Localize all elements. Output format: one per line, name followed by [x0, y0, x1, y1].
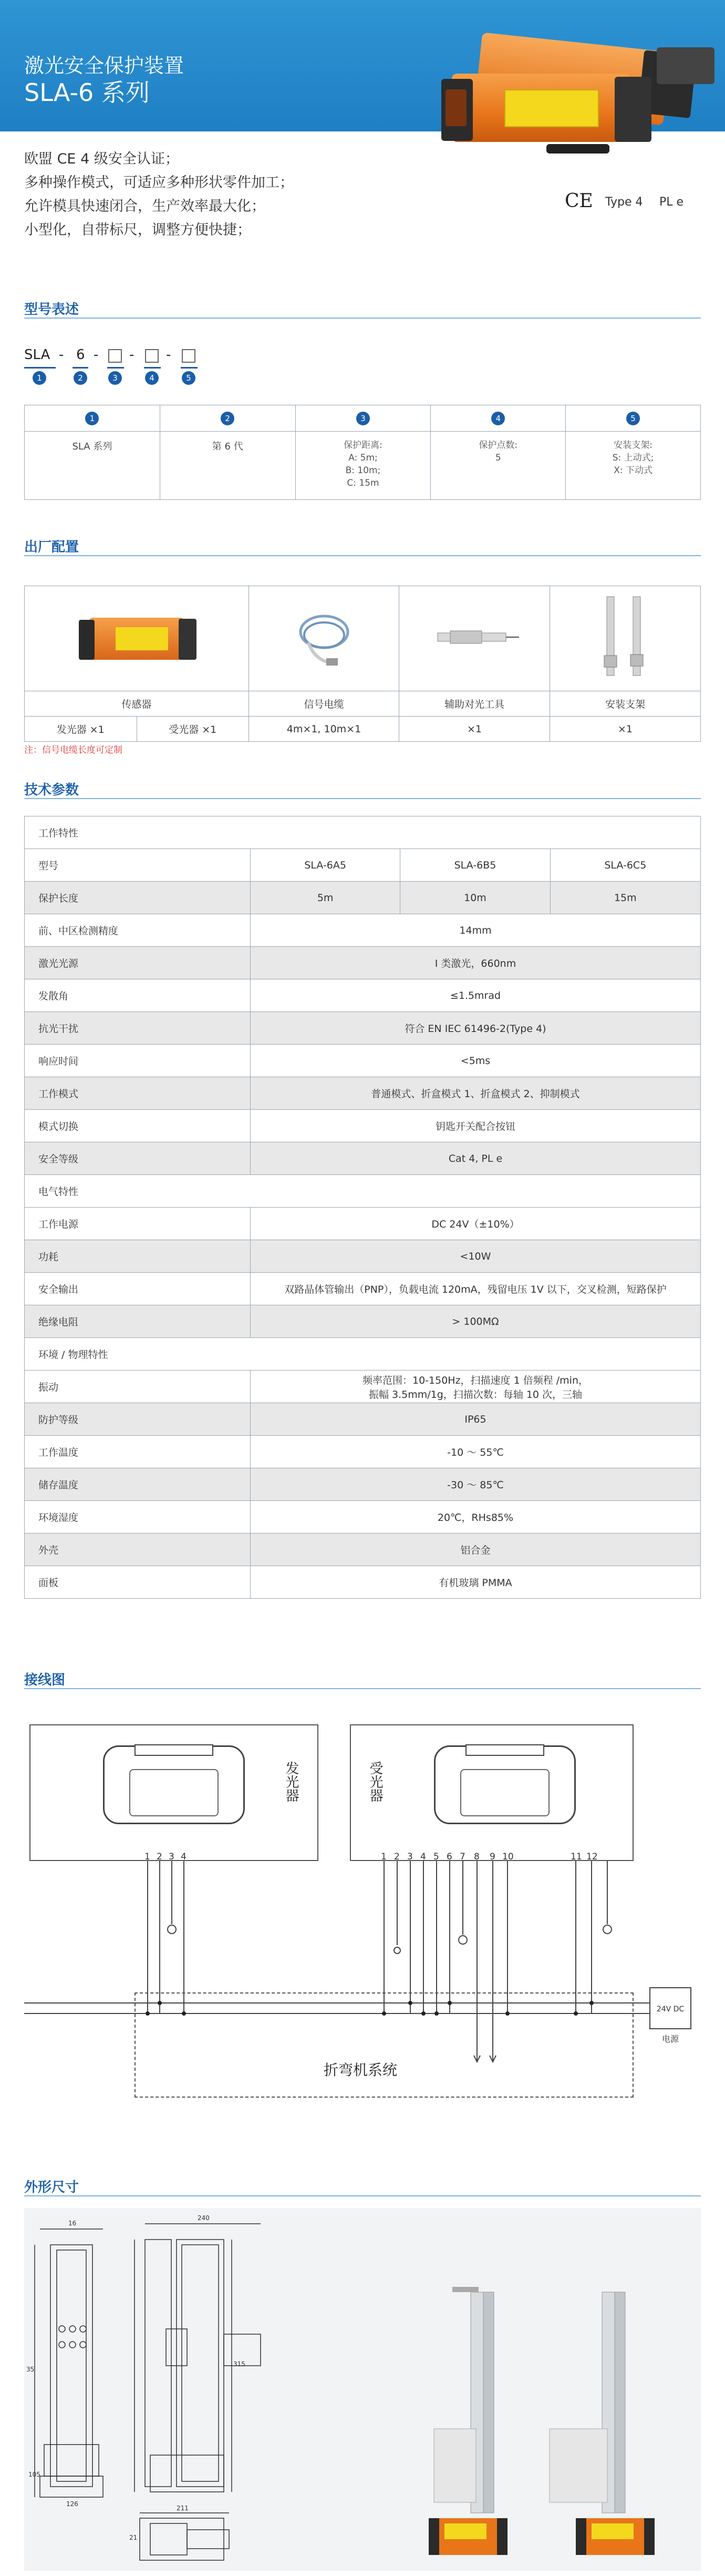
- model-col-badge: 1: [85, 412, 99, 425]
- type-label: Type 4: [605, 196, 643, 209]
- section-divider: [24, 798, 701, 799]
- intro-line-3: 允许模具快速闭合，生产效率最大化；: [24, 198, 265, 214]
- factory-sensor-image: [25, 586, 249, 691]
- spec-key: 工作温度: [25, 1436, 251, 1468]
- model-circle-5: 5: [182, 371, 195, 385]
- section-divider: [24, 1688, 701, 1689]
- spec-value: 双路晶体管输出（PNP），负载电流 120mA，残留电压 1V 以下，交叉检测，短路保护: [251, 1273, 701, 1305]
- bending-system-box: [134, 1992, 634, 2098]
- model-underline: [144, 367, 161, 369]
- spec-key: 安全输出: [25, 1273, 251, 1305]
- receiver-pin: 7: [460, 1852, 465, 1862]
- spec-row: [25, 1175, 701, 1208]
- spec-section-title: 工作特性: [25, 816, 701, 849]
- section-divider: [24, 2195, 701, 2196]
- spec-value: SLA-6B5: [400, 849, 550, 882]
- spec-row: [25, 1501, 701, 1534]
- model-dash: -: [59, 347, 64, 363]
- section-title-tech: 技术参数: [24, 782, 79, 798]
- factory-bracket-image: [550, 586, 701, 691]
- spec-key: 保护长度: [25, 882, 251, 914]
- receiver-pin: 5: [433, 1852, 439, 1862]
- spec-row: [25, 1110, 701, 1142]
- model-col1: SLA 系列: [25, 432, 160, 500]
- model-dash: -: [129, 347, 134, 363]
- emitter-pin: 1: [144, 1852, 150, 1862]
- model-underline: [24, 367, 56, 369]
- spec-row: [25, 1371, 701, 1403]
- model-col2: 第 6 代: [160, 432, 295, 500]
- header-banner: [0, 0, 725, 131]
- receiver-pin: 9: [490, 1852, 495, 1862]
- spec-row: [25, 1240, 701, 1273]
- ce-mark-icon: CE: [565, 190, 593, 212]
- spec-row: [25, 947, 701, 979]
- spec-value: 14mm: [251, 914, 701, 947]
- dim-label: 35: [26, 2366, 35, 2373]
- spec-key: 发散角: [25, 979, 251, 1012]
- power-caption: 电源: [662, 2034, 679, 2044]
- section-title-model: 型号表述: [24, 302, 79, 318]
- spec-row: [25, 1566, 701, 1599]
- spec-value: -10 ～ 55℃: [251, 1436, 701, 1468]
- model-slot-4: [145, 349, 159, 363]
- spec-key: 安全等级: [25, 1142, 251, 1175]
- factory-table: [24, 586, 701, 742]
- spec-value: Cat 4, PL e: [251, 1142, 701, 1175]
- model-col5: 安装支架: S: 上动式; X: 下动式: [566, 432, 701, 500]
- receiver-pin: 3: [407, 1852, 413, 1862]
- model-underline: [107, 367, 124, 369]
- bracket-icon: [594, 592, 657, 682]
- spec-key: 响应时间: [25, 1045, 251, 1077]
- factory-value: 4m×1, 10m×1: [249, 717, 399, 742]
- spec-value: 钥匙开关配合按钮: [251, 1110, 701, 1142]
- cable-icon: [287, 600, 361, 674]
- intro-line-1: 欧盟 CE 4 级安全认证；: [24, 151, 179, 167]
- spec-key: 模式切换: [25, 1110, 251, 1142]
- factory-cable-image: [249, 586, 399, 691]
- factory-tool-image: [399, 586, 550, 691]
- dim-label: 315: [233, 2360, 245, 2368]
- spec-row: [25, 882, 701, 914]
- alignment-tool-icon: [427, 616, 522, 658]
- factory-value: 受光器 ×1: [137, 717, 249, 742]
- dimension-area: [24, 2208, 701, 2571]
- model-col4: 保护点数: 5: [431, 432, 566, 500]
- model-dash: -: [94, 347, 99, 363]
- spec-value: 15m: [550, 882, 700, 914]
- wiring-diagram: [24, 1714, 701, 2155]
- spec-value: IP65: [251, 1403, 701, 1436]
- receiver-pin: 8: [474, 1852, 480, 1862]
- factory-value: ×1: [399, 717, 550, 742]
- spec-key: 振动: [25, 1371, 251, 1403]
- receiver-pin: 6: [447, 1852, 452, 1862]
- spec-row: [25, 1468, 701, 1501]
- receiver-pin: 10: [502, 1852, 514, 1862]
- spec-row: [25, 1012, 701, 1045]
- spec-value: I 类激光，660nm: [251, 947, 701, 979]
- receiver-pin: 1: [381, 1852, 387, 1862]
- spec-row: [25, 849, 701, 882]
- pl-label: PL e: [659, 196, 684, 209]
- spec-row: [25, 1077, 701, 1110]
- power-box: 24V DC: [649, 1987, 691, 2029]
- section-title-wiring: 接线图: [24, 1672, 66, 1688]
- section-title-factory: 出厂配置: [24, 539, 79, 555]
- model-underline: [181, 367, 198, 369]
- emitter-pin: 3: [169, 1852, 174, 1862]
- product-image: [441, 32, 725, 163]
- spec-key: 前、中区检测精度: [25, 914, 251, 947]
- spec-section-title: 环境 / 物理特性: [25, 1338, 701, 1371]
- spec-value: SLA-6C5: [550, 849, 700, 882]
- factory-value: ×1: [550, 717, 701, 742]
- spec-value: > 100MΩ: [251, 1305, 701, 1338]
- model-gen: 6: [76, 347, 85, 363]
- spec-key: 外壳: [25, 1534, 251, 1566]
- section-divider: [24, 318, 701, 319]
- factory-header-bracket: 安装支架: [550, 691, 701, 717]
- spec-key: 工作模式: [25, 1077, 251, 1110]
- factory-header-tool: 辅助对光工具: [399, 691, 550, 717]
- spec-key: 面板: [25, 1566, 251, 1599]
- emitter-pin: 2: [157, 1852, 162, 1862]
- factory-note: 注：信号电缆长度可定制: [24, 745, 122, 755]
- factory-value: 发光器 ×1: [25, 717, 137, 742]
- title-line2: SLA-6 系列: [24, 78, 150, 107]
- model-slot-3: [108, 349, 122, 363]
- receiver-pin: 11: [571, 1852, 582, 1862]
- spec-key: 环境湿度: [25, 1501, 251, 1534]
- emitter-label: 发光器: [283, 1761, 299, 1802]
- receiver-label: 受光器: [367, 1761, 383, 1802]
- spec-row: [25, 1142, 701, 1175]
- spec-row: [25, 1045, 701, 1077]
- spec-key: 抗光干扰: [25, 1012, 251, 1045]
- dim-label: 16: [68, 2220, 77, 2227]
- spec-key: 防护等级: [25, 1403, 251, 1436]
- receiver-pin: 4: [420, 1852, 426, 1862]
- dim-label: 105: [28, 2471, 40, 2478]
- model-col-badge: 3: [356, 412, 370, 425]
- model-slot-5: [182, 349, 195, 363]
- spec-value: 普通模式、折盒模式 1、折盒模式 2、抑制模式: [251, 1077, 701, 1110]
- model-underline: [72, 367, 88, 369]
- model-circle-1: 1: [33, 371, 46, 385]
- spec-value: SLA-6A5: [251, 849, 400, 882]
- spec-row: [25, 1208, 701, 1240]
- spec-value: 频率范围：10-150Hz，扫描速度 1 倍频程 /min， 振幅 3.5mm/1g，扫描次数：每轴 10 次，三轴: [251, 1371, 701, 1403]
- spec-value: 符合 EN IEC 61496-2(Type 4): [251, 1012, 701, 1045]
- model-col-badge: 5: [626, 412, 640, 425]
- title-line1: 激光安全保护装置: [24, 54, 184, 77]
- spec-value: ≤1.5mrad: [251, 979, 701, 1012]
- spec-value: <5ms: [251, 1045, 701, 1077]
- spec-value: 10m: [400, 882, 550, 914]
- spec-row: [25, 914, 701, 947]
- bending-system-label: 折弯机系统: [324, 2061, 398, 2079]
- spec-table: [24, 816, 701, 1599]
- spec-value: -30 ～ 85℃: [251, 1468, 701, 1501]
- spec-row: [25, 1273, 701, 1305]
- spec-key: 绝缘电阻: [25, 1305, 251, 1338]
- dim-label: 211: [177, 2505, 189, 2512]
- spec-row: [25, 979, 701, 1012]
- spec-key: 激光光源: [25, 947, 251, 979]
- section-title-dims: 外形尺寸: [24, 2180, 79, 2195]
- factory-header-sensor: 传感器: [25, 691, 249, 717]
- spec-value: 铝合金: [251, 1534, 701, 1566]
- model-col-badge: 2: [221, 412, 234, 425]
- dim-label: 126: [66, 2500, 78, 2508]
- spec-value: 20℃，RHs85%: [251, 1501, 701, 1534]
- model-circle-4: 4: [145, 371, 159, 385]
- model-circle-3: 3: [108, 371, 122, 385]
- receiver-pin: 2: [394, 1852, 400, 1862]
- model-prefix: SLA: [24, 347, 50, 363]
- intro-line-2: 多种操作模式，可适应多种形状零件加工；: [24, 175, 294, 191]
- spec-section-title: 电气特性: [25, 1175, 701, 1208]
- receiver-pin: 12: [586, 1852, 598, 1862]
- model-col3: 保护距离: A: 5m; B: 10m; C: 15m: [295, 432, 431, 500]
- spec-value: 5m: [251, 882, 400, 914]
- dim-label: 240: [198, 2214, 210, 2222]
- section-divider: [24, 555, 701, 556]
- spec-row: [25, 816, 701, 849]
- spec-value: 有机玻璃 PMMA: [251, 1566, 701, 1599]
- spec-key: 储存温度: [25, 1468, 251, 1501]
- spec-row: [25, 1534, 701, 1566]
- spec-value: <10W: [251, 1240, 701, 1273]
- model-table: [24, 405, 701, 500]
- model-col-badge: 4: [491, 412, 505, 425]
- dim-label: 21: [129, 2534, 138, 2541]
- spec-row: [25, 1338, 701, 1371]
- spec-key: 功耗: [25, 1240, 251, 1273]
- spec-row: [25, 1403, 701, 1436]
- spec-key: 型号: [25, 849, 251, 882]
- spec-row: [25, 1436, 701, 1468]
- spec-row: [25, 1305, 701, 1338]
- spec-value: DC 24V（±10%）: [251, 1208, 701, 1240]
- dimension-drawings: [24, 2208, 701, 2571]
- factory-header-cable: 信号电缆: [249, 691, 399, 717]
- emitter-pin: 4: [181, 1852, 187, 1862]
- spec-key: 工作电源: [25, 1208, 251, 1240]
- model-dash: -: [166, 347, 171, 363]
- model-circle-2: 2: [74, 371, 87, 385]
- intro-line-4: 小型化，自带标尺，调整方便快捷；: [24, 222, 251, 238]
